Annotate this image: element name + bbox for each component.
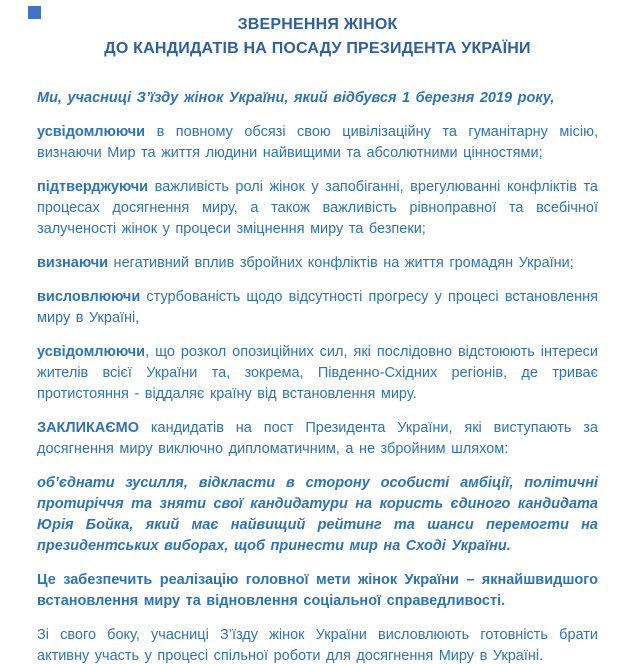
paragraph-lead-word: усвідомлюючи: [37, 124, 146, 140]
paragraph: [37, 570, 598, 612]
paragraph: [37, 342, 598, 405]
paragraph-lead-word: ЗАКЛИКАЄМО: [37, 420, 139, 436]
paragraph: [37, 177, 598, 240]
paragraph-text: в повному обсязі свою цивілізаційну та гуманітарну місію, визнаючи Мир та життя людини найвищими та абсолютними цінностями;: [37, 124, 598, 161]
document-body: [0, 88, 635, 664]
paragraph-lead-word: висловлюючи: [37, 289, 141, 305]
paragraph: [37, 287, 598, 329]
inline-image-marker: [28, 6, 41, 19]
document-title: [0, 0, 635, 61]
paragraph-lead-word: усвідомлюючи: [37, 344, 146, 360]
paragraph-text: негативний вплив збройних конфліктів на життя громадян України;: [108, 255, 574, 271]
document-title-line-1: ЗВЕРНЕННЯ ЖІНОК: [237, 16, 398, 33]
paragraph-text: Зі свого боку, учасниці З’їзду жінок України висловлюють готовність брати активну участь у процесі спільної роботи для досягнення Миру в Україні.: [37, 627, 598, 664]
paragraph: [37, 625, 598, 664]
paragraph: [37, 418, 598, 460]
paragraph-text: Це забезпечить реалізацію головної мети жінок України – якнайшвидшого встановлення миру та відновлення соціальної справедливості.: [37, 572, 598, 609]
paragraph-lead-word: підтверджуючи: [37, 179, 149, 195]
paragraph-text: стурбованість щодо відсутності прогресу у процесі встановлення миру в Україні,: [37, 289, 598, 326]
paragraph: [37, 253, 598, 274]
paragraph: [37, 122, 598, 164]
paragraph-text: , що розкол опозиційних сил, які послідовно відстоюють інтереси жителів всієї України та, зокрема, Південно-Східних регіонів, де триває протистояння - віддаляє країну від встановлення миру.: [37, 344, 598, 402]
paragraph-lead-word: визнаючи: [37, 255, 109, 271]
paragraph-text: кандидатів на пост Президента України, які виступають за досягнення миру виключно дипломатичним, а не збройним шляхом:: [37, 420, 598, 457]
paragraph: [37, 88, 598, 109]
document-title-line-2: ДО КАНДИДАТІВ НА ПОСАДУ ПРЕЗИДЕНТА УКРАЇНИ: [104, 40, 531, 57]
paragraph-text: об’єднати зусилля, відкласти в сторону особисті амбіції, політичні протиріччя та зняти свої кандидатури на користь єдиного кандидата Юрія Бойка, який має найвищий рейтинг та шанси перемогти на президентських виборах, щоб принести мир на Сході України.: [37, 475, 598, 554]
paragraph: [37, 473, 598, 557]
paragraph-text: Ми, учасниці З’їзду жінок України, який відбувся 1 березня 2019 року,: [37, 90, 555, 106]
paragraph-text: важливість ролі жінок у запобіганні, врегулюванні конфліктів та процесах досягнення миру, а також важливість рівноправної та всебічної залученості жінок у процеси зміцнення миру та безпеки;: [37, 179, 598, 237]
